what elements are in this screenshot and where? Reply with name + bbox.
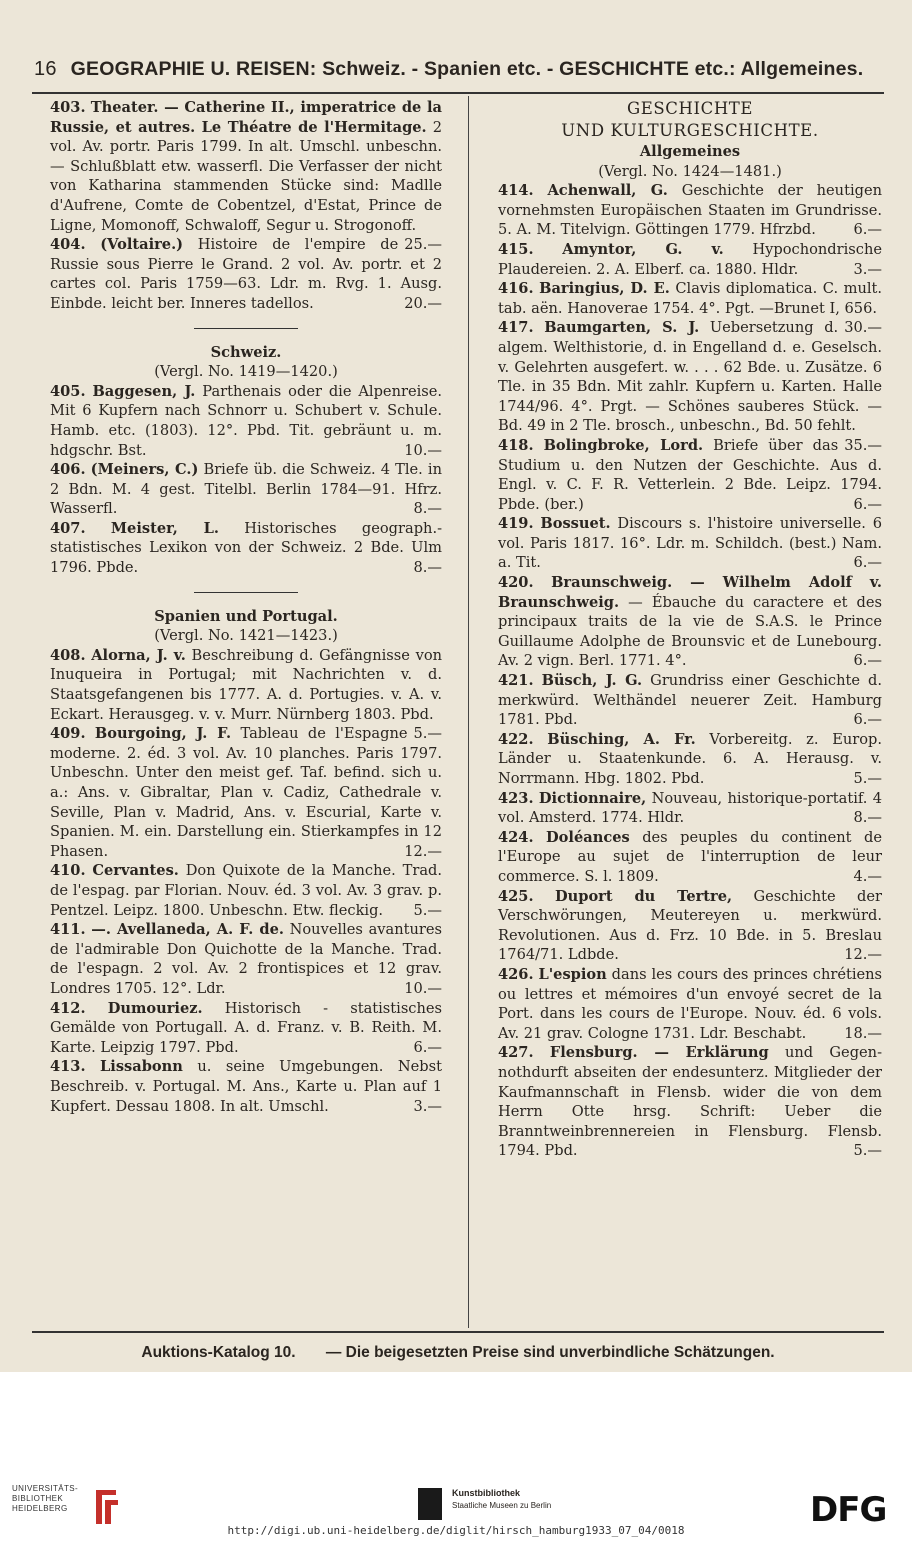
entry-price: 18.—	[844, 1024, 882, 1042]
kb-title: Kunstbibliothek	[452, 1488, 520, 1498]
catalog-entry: 415. Amyntor, G. v. Hypochondrische Plaudereien. 2. A. Elberf. ca. 1880. Hldr. 3.—	[498, 240, 882, 278]
catalog-entry: 422. Büsching, A. Fr. Vorbereitg. z. Europ. Länder u. Staatenkunde. 6. A. Herausg. v. Norrmann. Hbg. 1802. Pbd. 5.—	[498, 730, 883, 787]
section-heading: Schweiz.	[210, 343, 282, 361]
entry-price: 3.—	[413, 1097, 442, 1115]
entry-price: 8.—	[413, 559, 442, 577]
entry-price: 30.—	[844, 319, 882, 337]
catalog-entry: 423. Dictionnaire, Nouveau, historique-portatif. 4 vol. Amsterd. 1774. Hldr. 8.—	[498, 789, 882, 827]
entry-price: 4.—	[853, 867, 882, 885]
catalog-entry: 427. Flensburg. — Erklärung und Gegennothdurft abseiten der endesunterz. Mitglieder der Kaufmannschaft in Flensb. wider die von dem Herrn Otte hrsg. Schrift: Ueber die Branntweinbrennereien in Flensburg. Flensb. 1794. Pbd. 5.—	[498, 1044, 883, 1160]
catalog-entry: 407. Meister, L. Historisches geograph.-statistisches Lexikon von der Schweiz. 2 Bde. Ulm 1796. Pbde. 8.—	[50, 519, 443, 577]
entry-price: 35.—	[844, 436, 882, 454]
page-footer	[32, 1344, 884, 1362]
section-subheading: Allgemeines	[639, 143, 741, 160]
footer-note: — Die beigesetzten Preise sind unverbindliche Schätzungen.	[325, 1344, 775, 1361]
catalog-entry: 425. Duport du Tertre, Geschichte der Verschwörungen, Meutereyen u. merkwürd. Revolutionen. Aus d. Frz. 10 Bde. in 5. Breslau 1764/71. Ldbde. 12.—	[498, 887, 882, 964]
entry-price: 6.—	[853, 554, 882, 572]
entry-price: 10.—	[404, 441, 442, 459]
catalog-entry: 417. Baumgarten, S. J. Uebersetzung d. algem. Welthistorie, d. in Engelland d. e. Geselsch. v. Gelehrten ausgefert. w. . . . 62 Bde. u. Zusätze. 6 Tle. in 35 Bdn. Mit zahlr. Kupfern u. Karten. Halle 1744/96. 4°. Prgt. — Schönes sauberes Stück. — Bd. 49 in 2 Tle. brosch., unbeschn., Bd. 50 fehlt. 35.—	[498, 319, 882, 454]
section-heading: Spanien und Portugal.	[154, 607, 338, 625]
entry-price: 5.—	[853, 1142, 882, 1160]
kb-subtitle: Staatliche Museen zu Berlin	[452, 1501, 552, 1510]
entry-price: 3.—	[853, 260, 882, 278]
catalog-entry: 410. Cervantes. Don Quixote de la Manche. Trad. de l'espag. par Florian. Nouv. éd. 3 vol. Av. 3 grav. p. Pentzel. Leipz. 1800. Unbeschn. Etw. fleckig. 5.—	[50, 862, 443, 919]
dfg-logo[interactable]: DFG	[810, 1490, 887, 1530]
page-header	[34, 58, 884, 88]
catalog-entry: 404. (Voltaire.) Histoire de l'empire de Russie sous Pierre le Grand. 2 vol. Av. portr. et 2 cartes col. Paris 1759—63. Ldr. m. Rvg. 1. Ausg. Einbde. leicht ber. Inneres tadellos. 20.—	[50, 236, 442, 312]
catalog-entry: 419. Bossuet. Discours s. l'histoire universelle. 6 vol. Paris 1817. 16°. Ldr. m. Schildch. (best.) Nam. a. Tit. 6.—	[498, 515, 883, 572]
catalog-entry: 420. Braunschweig. — Wilhelm Adolf v. Braunschweig. — Ébauche du caractere et des principaux traits de la vie de S.A.S. le Prince Guillaume Adolphe de Brounsvic et de Lunebourg. Av. 2 vign. Berl. 1771. 4°. 6.—	[498, 574, 882, 670]
section-separator	[194, 328, 298, 329]
catalog-entry: 406. (Meiners, C.) Briefe üb. die Schweiz. 4 Tle. in 2 Bdn. M. 4 gest. Titelbl. Berlin 1784—91. Hfrz. Wasserfl. 8.—	[50, 461, 443, 518]
entry-price: 8.—	[853, 809, 882, 827]
catalog-entry: 426. L'espion dans les cours des princes chrétiens ou lettres et mémoires d'un envoyé secret de la Port. dans les cours de l'Europe. Nouv. éd. 6 vols. Av. 21 grav. Cologne 1731. Ldr. Beschabt. 18.—	[498, 965, 883, 1042]
footer-catalog: Auktions-Katalog 10.	[141, 1344, 296, 1361]
kunstbibliothek-logo[interactable]	[418, 1486, 588, 1526]
entry-price: 12.—	[404, 842, 442, 860]
entry-price: 5.—	[413, 725, 442, 743]
left-column	[50, 98, 442, 1116]
scan-margin	[0, 1372, 912, 1474]
kunstbibliothek-emblem-icon	[418, 1488, 442, 1520]
entry-price: 6.—	[853, 711, 882, 729]
entry-price: 6.—	[853, 652, 882, 670]
catalog-entry: 414. Achenwall, G. Geschichte der heutigen vornehmsten Europäischen Staaten im Grundrisse. 5. A. M. Titelvign. Göttingen 1779. Hfrzbd. 6.—	[498, 182, 882, 239]
column-divider	[468, 96, 469, 1328]
catalog-entry: 416. Baringius, D. E. Clavis diplomatica. C. mult. tab. aën. Hanoverae 1754. 4°. Pgt. —Brunet I, 656. 30.—	[498, 280, 883, 337]
permalink-url[interactable]: http://digi.ub.uni-heidelberg.de/diglit/hirsch_hamburg1933_07_04/0018	[227, 1524, 685, 1537]
entry-price: 5.—	[853, 770, 882, 787]
catalog-entry: 421. Büsch, J. G. Grundriss einer Geschichte d. merkwürd. Welthändel neuerer Zeit. Hamburg 1781. Pbd. 6.—	[498, 672, 883, 729]
entry-price: 20.—	[404, 294, 442, 312]
right-column	[498, 98, 882, 1161]
section-reference: (Vergl. No. 1421—1423.)	[154, 627, 338, 645]
header-rule	[32, 92, 884, 94]
section-separator	[194, 592, 298, 593]
entry-price: 10.—	[404, 979, 442, 997]
footer-rule	[32, 1331, 884, 1333]
section-reference: (Vergl. No. 1419—1420.)	[154, 363, 338, 381]
section-heading: GESCHICHTE	[626, 99, 754, 118]
page-number: 16	[34, 58, 57, 80]
catalog-entry: 405. Baggesen, J. Parthenais oder die Alpenreise. Mit 6 Kupfern nach Schnorr u. Schubert v. Schule. Hamb. etc. (1803). 12°. Pbd. Tit. gebräunt u. m. hdgschr. Bst. 10.—	[50, 382, 443, 459]
entry-price: 6.—	[853, 221, 882, 239]
entry-price: 6.—	[853, 495, 882, 513]
catalog-entry: 424. Doléances des peuples du continent de l'Europe au sujet de l'interruption de leur commerce. S. l. 1809. 4.—	[498, 828, 882, 885]
entry-price: 12.—	[844, 946, 882, 964]
catalog-entry: 411. —. Avellaneda, A. F. de. Nouvelles avantures de l'admirable Don Quichotte de la Manche. Trad. de l'espagn. 2 vol. Av. 2 frontispices et 12 grav. Londres 1705. 12°. Ldr. 10.—	[50, 921, 442, 997]
entry-price: 5.—	[413, 901, 442, 919]
heidelberg-logo-text: UNIVERSITÄTS- BIBLIOTHEK HEIDELBERG	[12, 1484, 79, 1513]
catalog-entry: 403. Theater. — Catherine II., imperatrice de la Russie, et autres. Le Théatre de l'Hermitage. 2 vol. Av. portr. Paris 1799. In alt. Umschl. unbeschn. — Schlußblatt etw. wasserfl. Die Verfasser der nicht von Katharina stammenden Stücke sind: Madlle d'Aufrene, Comte de Cobentzel, d'Estat, Prince de Ligne, Momonoff, Schwaloff, Segur u. Strogonoff. 25.—	[50, 99, 442, 254]
catalog-entry: 409. Bourgoing, J. F. Tableau de l'Espagne moderne. 2. éd. 3 vol. Av. 10 planches. Paris 1797. Unbeschn. Unter den meist gef. Taf. befind. sich u. a.: Ans. v. Gibraltar, Plan v. Cadiz, Cathedrale v. Seville, Plan v. Madrid, Ans. v. Escurial, Karte v. Spanien. M. ein. Darstellung ein. Stierkampfes in 12 Phasen. 12.—	[50, 725, 442, 860]
heidelberg-emblem-icon	[92, 1486, 122, 1528]
page-title: GEOGRAPHIE U. REISEN: Schweiz. - Spanien etc. - GESCHICHTE etc.: Allgemeines.	[70, 58, 864, 80]
entry-price: 25.—	[404, 236, 442, 254]
catalog-entry: 412. Dumouriez. Historisch - statistisches Gemälde von Portugall. A. d. Franz. v. B. Reith. M. Karte. Leipzig 1797. Pbd. 6.—	[50, 999, 443, 1056]
catalog-entry: 408. Alorna, J. v. Beschreibung d. Gefängnisse von Inuqueira in Portugal; mit Nachrichten v. d. Staatsgefangenen bis 1777. A. d. Portugies. v. A. v. Eckart. Herausgeg. v. v. Murr. Nürnberg 1803. Pbd. 5.—	[50, 646, 442, 743]
entry-price: 6.—	[413, 1038, 442, 1056]
section-heading: UND KULTURGESCHICHTE.	[561, 121, 819, 140]
catalog-entry: 418. Bolingbroke, Lord. Briefe über das Studium u. den Nutzen der Geschichte. Aus d. Engl. v. C. F. R. Vetterlein. 2 Bde. Leipz. 1794. Pbde. (ber.) 6.—	[498, 436, 882, 513]
section-reference: (Vergl. No. 1424—1481.)	[598, 162, 782, 180]
catalog-entry: 413. Lissabonn u. seine Umgebungen. Nebst Beschreib. v. Portugal. M. Ans., Karte u. Plan auf 1 Kupfert. Dessau 1808. In alt. Umschl. 3.—	[50, 1058, 442, 1115]
entry-price: 8.—	[413, 500, 442, 518]
